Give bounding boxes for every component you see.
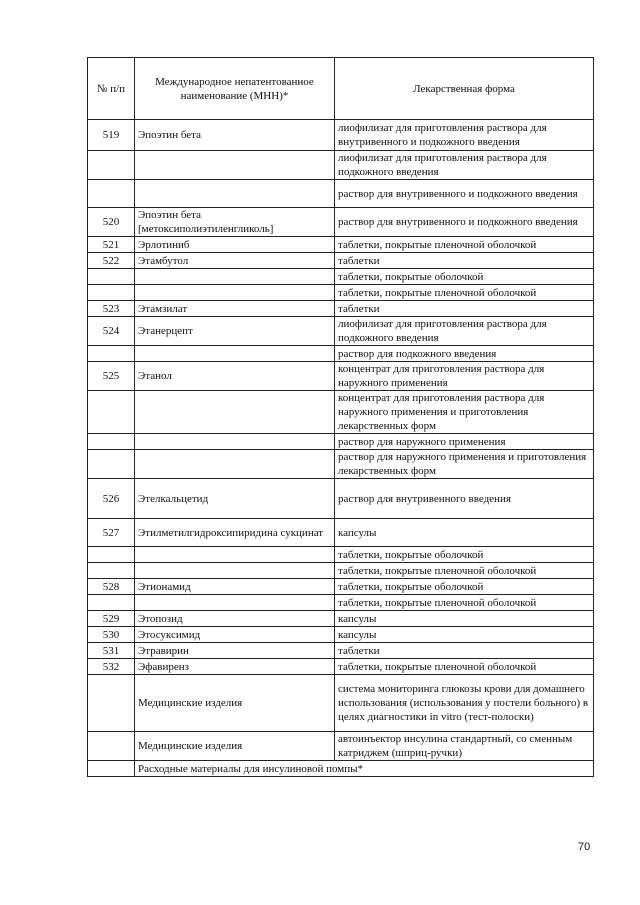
dosage-form-cell: капсулы bbox=[335, 611, 594, 627]
inn-name-cell bbox=[135, 595, 335, 611]
dosage-form-cell: раствор для внутривенного введения bbox=[335, 479, 594, 519]
dosage-form-cell: раствор для внутривенного и подкожного введения bbox=[335, 180, 594, 208]
inn-name-cell: Этопозид bbox=[135, 611, 335, 627]
table-footer-row bbox=[88, 761, 594, 777]
row-number-cell: 526 bbox=[88, 479, 135, 519]
inn-name-cell: Этелкальцетид bbox=[135, 479, 335, 519]
row-number-cell bbox=[88, 761, 135, 777]
row-number-cell bbox=[88, 180, 135, 208]
inn-name-cell: Медицинские изделия bbox=[135, 732, 335, 761]
table-row bbox=[88, 285, 594, 301]
dosage-form-cell: таблетки bbox=[335, 301, 594, 317]
dosage-form-cell: таблетки, покрытые оболочкой bbox=[335, 579, 594, 595]
page-number: 70 bbox=[578, 841, 591, 853]
table-row bbox=[88, 434, 594, 450]
dosage-form-cell: капсулы bbox=[335, 519, 594, 547]
dosage-form-cell: таблетки, покрытые пленочной оболочкой bbox=[335, 285, 594, 301]
row-number-cell bbox=[88, 450, 135, 479]
drug-list-table bbox=[87, 57, 594, 777]
dosage-form-cell: раствор для наружного применения и приготовления лекарственных форм bbox=[335, 450, 594, 479]
table-row bbox=[88, 269, 594, 285]
table-row bbox=[88, 732, 594, 761]
row-number-cell bbox=[88, 547, 135, 563]
table-row bbox=[88, 180, 594, 208]
inn-name-cell: Этионамид bbox=[135, 579, 335, 595]
inn-name-cell: Эпоэтин бета [метоксиполиэтиленгликоль] bbox=[135, 208, 335, 237]
table-row bbox=[88, 579, 594, 595]
column-header-number: № п/п bbox=[88, 58, 135, 120]
table-row bbox=[88, 253, 594, 269]
dosage-form-cell: раствор для подкожного введения bbox=[335, 346, 594, 362]
table-row bbox=[88, 301, 594, 317]
dosage-form-cell: лиофилизат для приготовления раствора для подкожного введения bbox=[335, 151, 594, 180]
row-number-cell bbox=[88, 434, 135, 450]
inn-name-cell bbox=[135, 346, 335, 362]
dosage-form-cell: таблетки, покрытые пленочной оболочкой bbox=[335, 659, 594, 675]
inn-name-cell bbox=[135, 391, 335, 434]
row-number-cell: 530 bbox=[88, 627, 135, 643]
row-number-cell bbox=[88, 595, 135, 611]
row-number-cell bbox=[88, 391, 135, 434]
dosage-form-cell: таблетки, покрытые пленочной оболочкой bbox=[335, 595, 594, 611]
row-number-cell bbox=[88, 346, 135, 362]
table-row bbox=[88, 237, 594, 253]
table-row bbox=[88, 627, 594, 643]
row-number-cell: 521 bbox=[88, 237, 135, 253]
inn-name-cell: Этамзилат bbox=[135, 301, 335, 317]
table-row bbox=[88, 595, 594, 611]
row-number-cell bbox=[88, 675, 135, 732]
inn-name-cell bbox=[135, 151, 335, 180]
table-row bbox=[88, 450, 594, 479]
dosage-form-cell: концентрат для приготовления раствора для наружного применения bbox=[335, 362, 594, 391]
dosage-form-cell: таблетки, покрытые оболочкой bbox=[335, 269, 594, 285]
table-row bbox=[88, 563, 594, 579]
inn-name-cell bbox=[135, 285, 335, 301]
row-number-cell: 519 bbox=[88, 120, 135, 151]
row-number-cell: 532 bbox=[88, 659, 135, 675]
row-number-cell: 524 bbox=[88, 317, 135, 346]
column-header-inn: Международное непатентованное наименование (МНН)* bbox=[135, 58, 335, 120]
inn-name-cell: Эфавиренз bbox=[135, 659, 335, 675]
row-number-cell: 525 bbox=[88, 362, 135, 391]
row-number-cell bbox=[88, 732, 135, 761]
dosage-form-cell: таблетки bbox=[335, 643, 594, 659]
inn-name-cell: Эпоэтин бета bbox=[135, 120, 335, 151]
dosage-form-cell: таблетки, покрытые пленочной оболочкой bbox=[335, 563, 594, 579]
row-number-cell bbox=[88, 563, 135, 579]
table-row bbox=[88, 362, 594, 391]
table-row bbox=[88, 317, 594, 346]
table-row bbox=[88, 151, 594, 180]
table-row bbox=[88, 659, 594, 675]
table-row bbox=[88, 479, 594, 519]
row-number-cell bbox=[88, 269, 135, 285]
row-number-cell: 523 bbox=[88, 301, 135, 317]
dosage-form-cell: таблетки bbox=[335, 253, 594, 269]
inn-name-cell: Этилметилгидроксипиридина сукцинат bbox=[135, 519, 335, 547]
dosage-form-cell: лиофилизат для приготовления раствора для подкожного введения bbox=[335, 317, 594, 346]
dosage-form-cell: автоинъектор инсулина стандартный, со сменным катриджем (шприц-ручки) bbox=[335, 732, 594, 761]
dosage-form-cell: таблетки, покрытые пленочной оболочкой bbox=[335, 237, 594, 253]
row-number-cell: 529 bbox=[88, 611, 135, 627]
inn-name-cell: Эрлотиниб bbox=[135, 237, 335, 253]
table-row bbox=[88, 611, 594, 627]
row-number-cell bbox=[88, 151, 135, 180]
dosage-form-cell: система мониторинга глюкозы крови для домашнего использования (использования у постели больного) в целях диагностики in vitro (тест-полоски) bbox=[335, 675, 594, 732]
row-number-cell: 522 bbox=[88, 253, 135, 269]
table-row bbox=[88, 208, 594, 237]
table-row bbox=[88, 643, 594, 659]
table-row bbox=[88, 519, 594, 547]
inn-name-cell bbox=[135, 547, 335, 563]
row-number-cell: 531 bbox=[88, 643, 135, 659]
column-header-dosage-form: Лекарственная форма bbox=[335, 58, 594, 120]
row-number-cell: 527 bbox=[88, 519, 135, 547]
inn-name-cell bbox=[135, 434, 335, 450]
table-row bbox=[88, 675, 594, 732]
row-number-cell bbox=[88, 285, 135, 301]
inn-name-cell bbox=[135, 450, 335, 479]
inn-name-cell: Этамбутол bbox=[135, 253, 335, 269]
inn-name-cell: Этанерцепт bbox=[135, 317, 335, 346]
dosage-form-cell: раствор для наружного применения bbox=[335, 434, 594, 450]
dosage-form-cell: таблетки, покрытые оболочкой bbox=[335, 547, 594, 563]
dosage-form-cell: капсулы bbox=[335, 627, 594, 643]
row-number-cell: 528 bbox=[88, 579, 135, 595]
inn-name-cell: Медицинские изделия bbox=[135, 675, 335, 732]
dosage-form-cell: концентрат для приготовления раствора для наружного применения и приготовления лекарственных форм bbox=[335, 391, 594, 434]
inn-name-cell: Этосуксимид bbox=[135, 627, 335, 643]
inn-name-cell bbox=[135, 180, 335, 208]
table-header-row bbox=[88, 58, 594, 120]
dosage-form-cell: раствор для внутривенного и подкожного введения bbox=[335, 208, 594, 237]
table-row bbox=[88, 547, 594, 563]
dosage-form-cell: лиофилизат для приготовления раствора для внутривенного и подкожного введения bbox=[335, 120, 594, 151]
inn-name-cell: Этанол bbox=[135, 362, 335, 391]
table-row bbox=[88, 346, 594, 362]
table-row bbox=[88, 120, 594, 151]
insulin-pump-supplies-cell: Расходные материалы для инсулиновой помпы* bbox=[135, 761, 594, 777]
inn-name-cell: Этравирин bbox=[135, 643, 335, 659]
table-row bbox=[88, 391, 594, 434]
row-number-cell: 520 bbox=[88, 208, 135, 237]
inn-name-cell bbox=[135, 269, 335, 285]
inn-name-cell bbox=[135, 563, 335, 579]
